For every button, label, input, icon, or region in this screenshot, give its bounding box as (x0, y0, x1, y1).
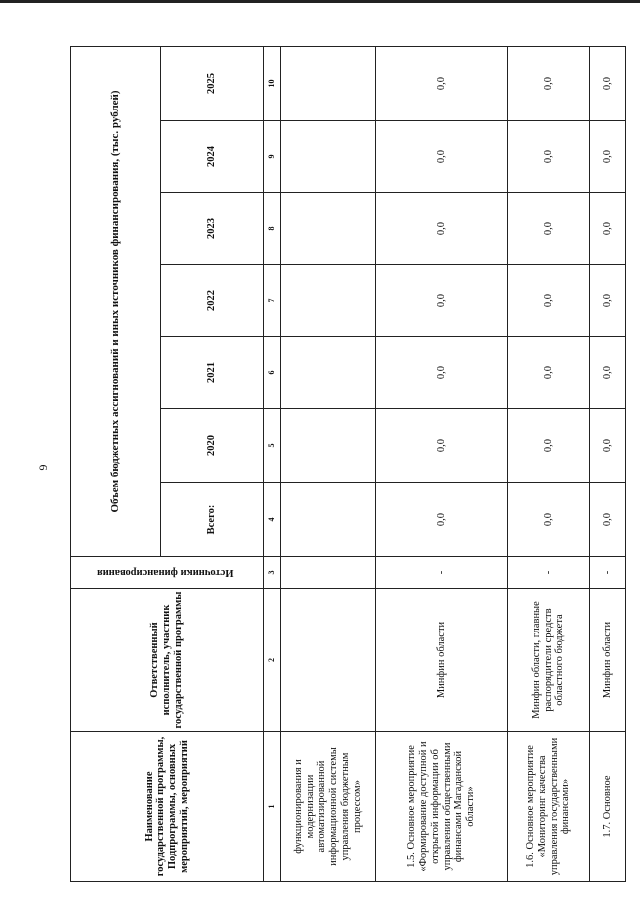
top-rule (0, 0, 640, 3)
header-year-total: Всего: (161, 483, 264, 557)
financing-table (70, 46, 626, 882)
page-number: 6 (36, 464, 51, 471)
header-year-2020: 2020 (161, 409, 264, 483)
header-year-2023: 2023 (161, 193, 264, 265)
row-value (281, 409, 376, 483)
header-executor: Ответственный исполнитель, участник государственной программы (71, 589, 264, 732)
header-year-2025: 2025 (161, 46, 264, 120)
row-name: 1.7. Основное (590, 732, 626, 882)
row-value: 0,0 (376, 265, 508, 337)
col-number: 7 (264, 265, 281, 337)
row-value: 0,0 (376, 337, 508, 409)
row-executor (281, 589, 376, 732)
col-number: 6 (264, 337, 281, 409)
row-value (281, 265, 376, 337)
table-row (508, 46, 590, 881)
row-value: 0,0 (590, 46, 626, 120)
row-executor: Минфин области (376, 589, 508, 732)
row-value (281, 483, 376, 557)
row-value: 0,0 (590, 409, 626, 483)
col-number: 1 (264, 732, 281, 882)
header-source (71, 557, 264, 589)
row-source (281, 557, 376, 589)
col-number: 3 (264, 557, 281, 589)
row-value (281, 193, 376, 265)
row-value: 0,0 (376, 121, 508, 193)
col-number: 5 (264, 409, 281, 483)
rotated-table-stage (70, 47, 625, 882)
row-value (281, 121, 376, 193)
header-year-2024: 2024 (161, 121, 264, 193)
row-name: 1.6. Основное мероприятие «Мониторинг качества управления государственными финансами» (508, 732, 590, 882)
row-value: 0,0 (590, 121, 626, 193)
row-value: 0,0 (590, 483, 626, 557)
row-value: 0,0 (376, 483, 508, 557)
row-value: 0,0 (508, 337, 590, 409)
row-value: 0,0 (508, 46, 590, 120)
row-value: 0,0 (590, 265, 626, 337)
row-value: 0,0 (376, 193, 508, 265)
header-name: Наименование государственной программы, Подпрограммы, основных мероприятий, мероприятий (71, 732, 264, 882)
row-source: - (376, 557, 508, 589)
row-name: функционирования и модернизации автоматизированной информационной системы управления бюджетным процессом» (281, 732, 376, 882)
row-value (281, 46, 376, 120)
row-executor: Минфин области, главные распорядители средств областного бюджета (508, 589, 590, 732)
row-executor: Минфин области (590, 589, 626, 732)
header-source-label: Источники финансирования (96, 567, 234, 579)
col-number: 10 (264, 46, 281, 120)
row-value: 0,0 (376, 46, 508, 120)
table-row (590, 46, 626, 881)
header-financing: Объем бюджетных ассигнований и иных источников финансирования, (тыс. рублей) (71, 46, 161, 556)
col-number: 4 (264, 483, 281, 557)
rotated-table (70, 47, 625, 882)
col-number: 9 (264, 121, 281, 193)
row-name: 1.5. Основное мероприятие «Формирование доступной и открытой информации об управлении общественными финансами Магаданской области» (376, 732, 508, 882)
col-number: 8 (264, 193, 281, 265)
column-number-row (264, 46, 281, 881)
table-row (376, 46, 508, 881)
header-row-1 (71, 46, 161, 881)
row-value: 0,0 (590, 337, 626, 409)
row-value (281, 337, 376, 409)
header-year-2022: 2022 (161, 265, 264, 337)
row-value: 0,0 (590, 193, 626, 265)
row-source: - (508, 557, 590, 589)
row-value: 0,0 (376, 409, 508, 483)
row-value: 0,0 (508, 409, 590, 483)
col-number: 2 (264, 589, 281, 732)
table-row (281, 46, 376, 881)
header-year-2021: 2021 (161, 337, 264, 409)
row-value: 0,0 (508, 483, 590, 557)
row-value: 0,0 (508, 265, 590, 337)
row-source: - (590, 557, 626, 589)
row-value: 0,0 (508, 121, 590, 193)
row-value: 0,0 (508, 193, 590, 265)
